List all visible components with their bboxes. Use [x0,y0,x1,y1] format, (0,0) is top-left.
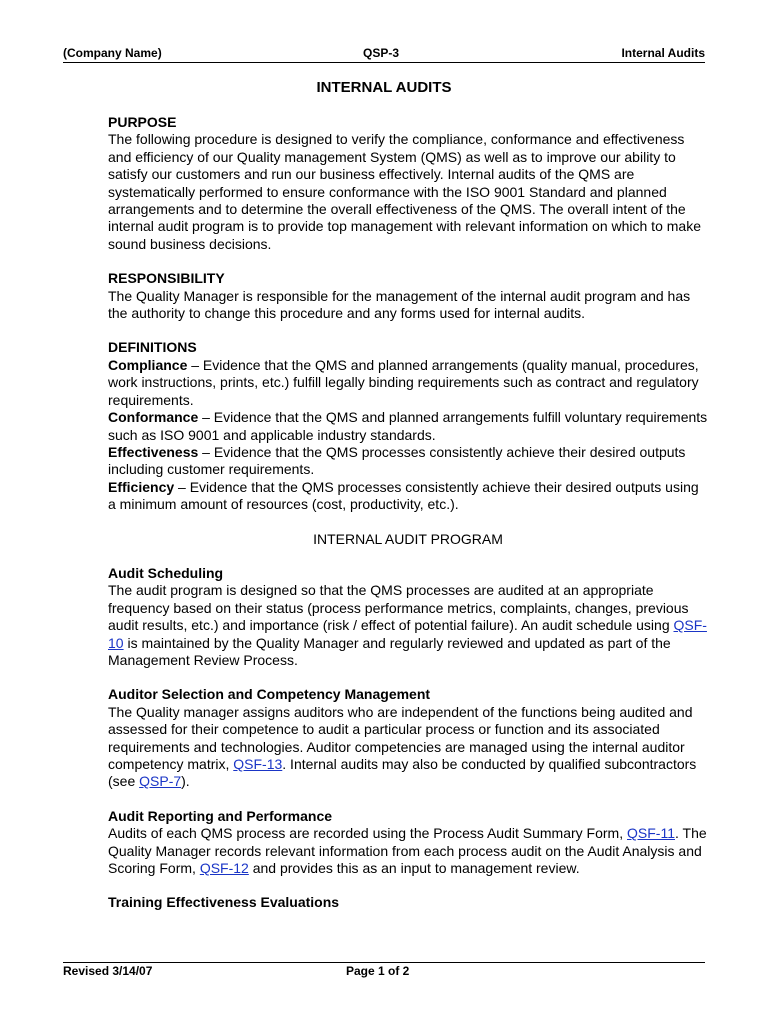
definitions-heading: DEFINITIONS [108,339,197,356]
qsf-10-link[interactable]: QSF-10 [108,617,707,651]
definition-text: – Evidence that the QMS processes consistently achieve their desired outputs including customer requirements. [108,443,686,478]
definition-item [108,357,708,409]
page-title: INTERNAL AUDITS [316,79,452,96]
header-doc-name: Internal Audits [621,46,705,60]
qsf-11-link[interactable]: QSF-11 [627,825,675,842]
header-doc-id: QSP-3 [363,46,400,60]
responsibility-body: The Quality Manager is responsible for the management of the internal audit program and has the authority to change this procedure and any forms used for internal audits. [108,287,691,322]
header-company: (Company Name) [63,46,162,60]
reporting-body: Audits of each QMS process are recorded using the Process Audit Summary Form, QSF-11. The Quality Manager records relevant information from each process audit on the Audit Analysis and Scoring Form, QSF-12 and provides this as an input to management review. [108,825,707,877]
purpose-heading: PURPOSE [108,114,177,130]
definition-term: Efficiency [108,478,175,495]
qsf-12-link[interactable]: QSF-12 [199,860,249,877]
responsibility-heading: RESPONSIBILITY [108,270,225,287]
definition-text: – Evidence that the QMS and planned arrangements (quality manual, procedures, work instructions, prints, etc.) fulfill legally binding requirements such as contract and regulatory requirements. [108,356,699,408]
scheduling-heading: Audit Scheduling [108,564,224,581]
document-body [108,114,708,912]
definition-term: Compliance [108,356,188,373]
program-title: INTERNAL AUDIT PROGRAM [313,530,503,547]
qsp-7-link[interactable]: QSP-7 [139,773,182,790]
auditor-selection-heading: Auditor Selection and Competency Management [108,686,431,703]
definition-term: Effectiveness [108,443,199,460]
qsf-13-link[interactable]: QSF-13 [233,756,283,772]
reporting-heading: Audit Reporting and Performance [108,807,333,824]
definition-item [108,479,708,514]
header-rule [63,62,705,63]
definition-text: – Evidence that the QMS and planned arrangements fulfill voluntary requirements such as ISO 9001 and applicable industry standards. [108,409,708,443]
definition-term: Conformance [108,409,199,426]
scheduling-body: The audit program is designed so that the QMS processes are audited at an appropriate frequency based on their status (process performance metrics, complaints, changes, previous audit results, etc.) and importance (risk / effect of potential failure). An audit schedule using QSF-10 is maintained by the Quality Manager and regularly reviewed and updated as part of the Management Review Process. [108,582,707,668]
footer-rule [63,962,705,963]
definition-item [108,444,708,479]
page-footer [63,964,705,980]
auditor-selection-body: The Quality manager assigns auditors who are independent of the functions being audited and assessed for their competence to audit a particular process or function and its associated requirements and technologies. Auditor competencies are managed using the internal auditor competency matrix, QSF-13. Internal audits may also be conducted by qualified subcontractors (see QSP-7). [108,703,697,790]
definition-item [108,409,708,444]
footer-page-number: Page 1 of 2 [346,964,410,978]
purpose-body: The following procedure is designed to verify the compliance, conformance and effectiveness and efficiency of our Quality management System (QMS) as well as to improve our ability to satisfy our customers and run our business effectively. Internal audits of the QMS are systematically performed to ensure conformance with the ISO 9001 Standard and planned arrangements and to determine the overall effectiveness of the QMS. The overall intent of the internal audit program is to provide top management with relevant information on which to make sound business decisions. [108,131,701,252]
definition-text: – Evidence that the QMS processes consistently achieve their desired outputs using a minimum amount of resources (cost, productivity, etc.). [108,478,699,513]
page-header [63,46,705,62]
training-heading: Training Effectiveness Evaluations [108,894,340,911]
footer-revised: Revised 3/14/07 [63,964,153,978]
